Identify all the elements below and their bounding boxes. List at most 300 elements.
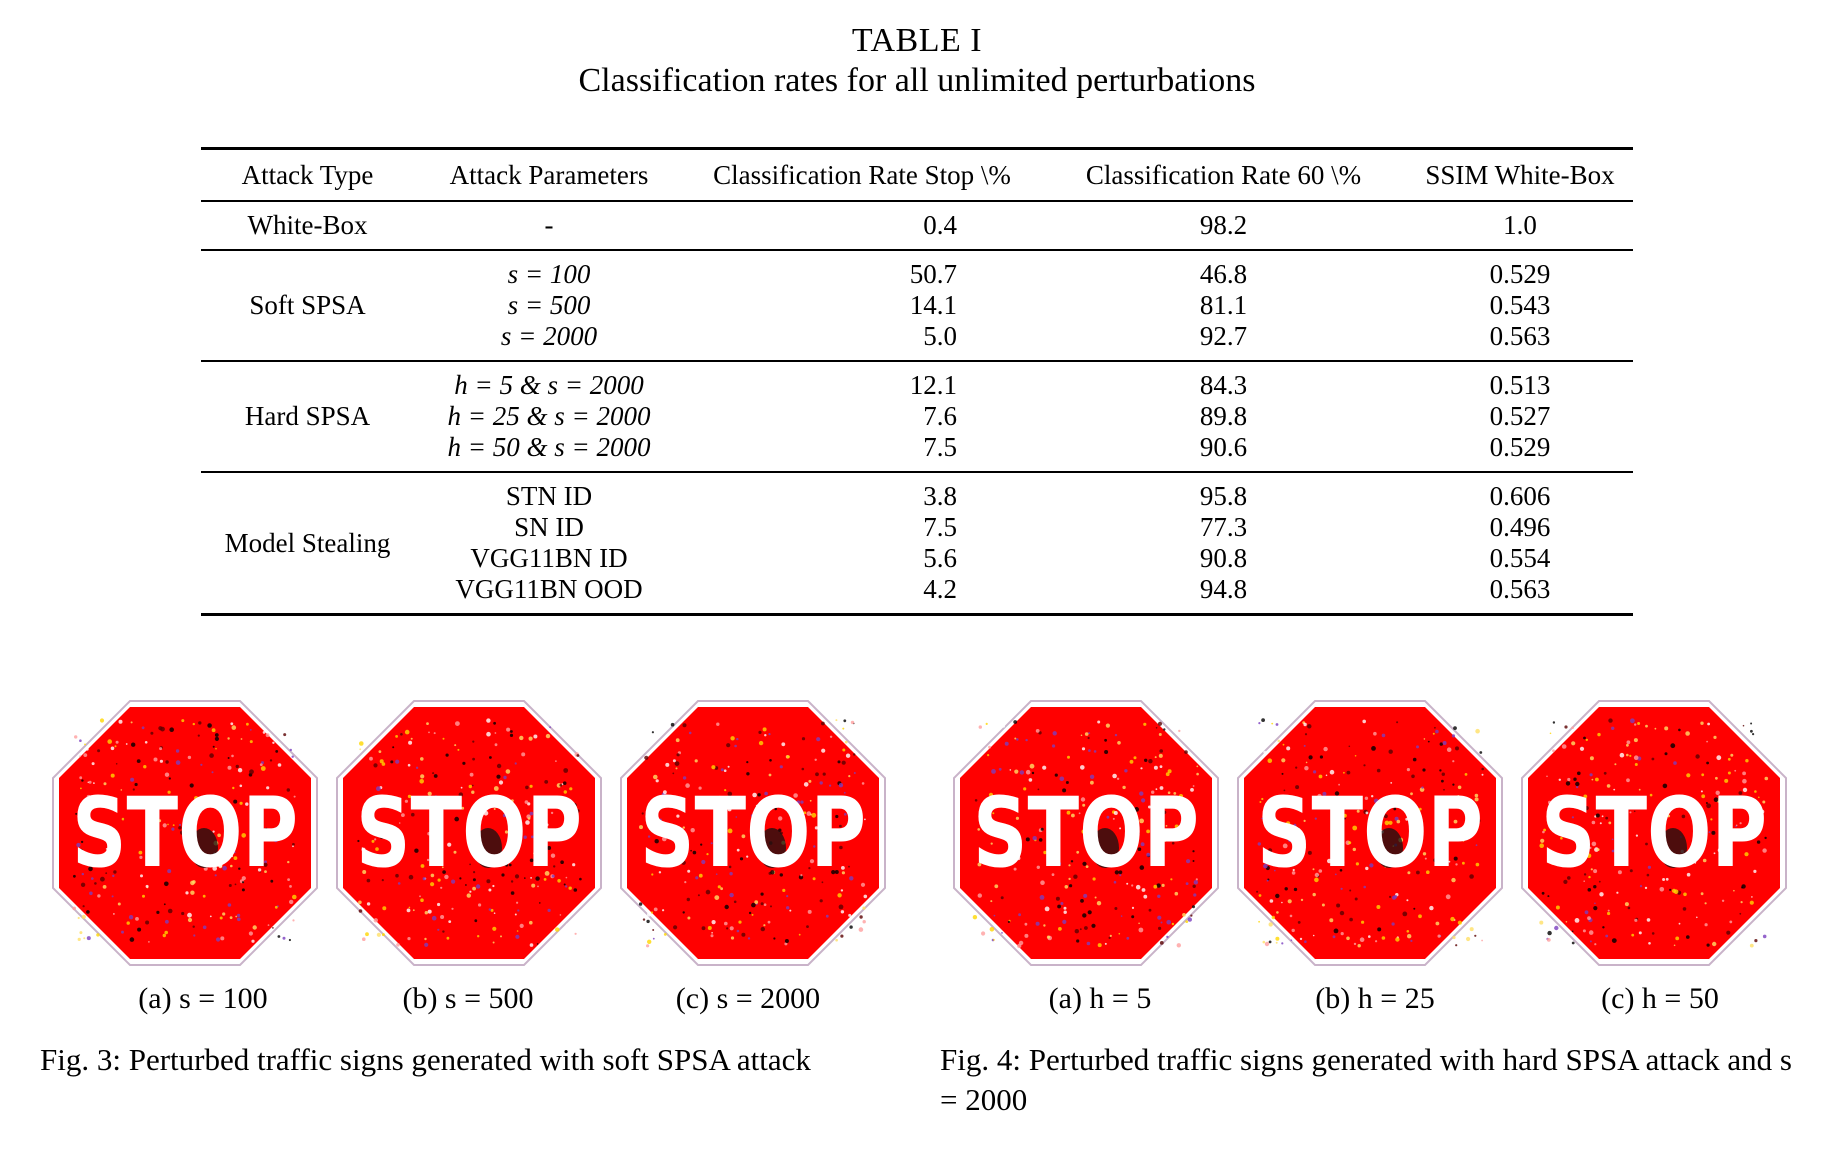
- noise-speckle: [1589, 930, 1594, 935]
- noise-speckle: [408, 741, 412, 745]
- noise-speckle: [1377, 769, 1381, 773]
- noise-speckle: [716, 723, 719, 726]
- noise-speckle: [193, 934, 195, 936]
- noise-speckle: [1474, 935, 1476, 937]
- noise-speckle: [1376, 905, 1380, 909]
- noise-speckle: [379, 750, 382, 753]
- noise-speckle: [1193, 893, 1196, 896]
- noise-speckle: [786, 895, 788, 897]
- noise-speckle: [830, 736, 832, 738]
- noise-speckle: [1158, 722, 1162, 726]
- noise-speckle: [1256, 747, 1259, 750]
- noise-speckle: [1355, 898, 1358, 901]
- noise-speckle: [1392, 922, 1395, 925]
- noise-speckle: [400, 733, 403, 736]
- noise-speckle: [1045, 907, 1050, 912]
- noise-speckle: [283, 937, 286, 940]
- noise-speckle: [821, 749, 825, 753]
- noise-speckle: [789, 910, 791, 912]
- cell-attack-parameters-text: s = 2000: [500, 321, 598, 351]
- fig4-subcaption-a: (a) h = 5: [1048, 982, 1152, 1015]
- noise-speckle: [1088, 749, 1091, 752]
- noise-speckle: [1407, 768, 1410, 771]
- noise-speckle: [1594, 903, 1596, 905]
- noise-speckle: [653, 938, 655, 940]
- noise-speckle: [82, 915, 86, 919]
- noise-speckle: [647, 913, 651, 917]
- noise-speckle: [1143, 723, 1146, 726]
- results-table: [201, 147, 1633, 616]
- sign-stop-text: STOP: [72, 777, 298, 889]
- noise-speckle: [1347, 771, 1351, 775]
- cell-rate-stop-text: 5.6: [923, 543, 957, 573]
- cell-rate-stop-text: 7.5: [923, 512, 957, 542]
- noise-speckle: [232, 725, 237, 730]
- noise-speckle: [1745, 759, 1748, 762]
- noise-speckle: [1481, 768, 1484, 771]
- noise-speckle: [1340, 911, 1344, 915]
- noise-speckle: [78, 723, 80, 725]
- results-table-container: [201, 147, 1633, 616]
- noise-speckle: [734, 901, 737, 904]
- noise-speckle: [853, 753, 855, 755]
- noise-speckle: [447, 937, 450, 940]
- noise-speckle: [1382, 734, 1386, 738]
- noise-speckle: [1750, 901, 1754, 905]
- noise-speckle: [1395, 937, 1399, 941]
- noise-speckle: [1115, 734, 1117, 736]
- noise-speckle: [1358, 944, 1361, 947]
- noise-speckle: [1138, 923, 1140, 925]
- noise-speckle: [560, 914, 562, 916]
- noise-speckle: [420, 898, 424, 902]
- noise-speckle: [382, 762, 386, 766]
- table-row: [201, 321, 1633, 361]
- cell-rate-60-text: 98.2: [1199, 210, 1248, 240]
- noise-speckle: [209, 753, 214, 758]
- noise-speckle: [1608, 910, 1610, 912]
- cell-rate-60: [1040, 201, 1407, 250]
- noise-speckle: [1466, 937, 1470, 941]
- noise-speckle: [675, 761, 680, 766]
- noise-speckle: [1634, 755, 1639, 760]
- noise-speckle: [986, 723, 988, 725]
- noise-speckle: [1301, 899, 1303, 901]
- noise-speckle: [835, 939, 838, 942]
- cell-ssim-text: 0.563: [1489, 574, 1551, 604]
- noise-speckle: [711, 934, 714, 937]
- noise-speckle: [746, 761, 748, 763]
- noise-speckle: [292, 895, 297, 900]
- noise-speckle: [1407, 934, 1411, 938]
- noise-speckle: [1547, 938, 1551, 942]
- noise-speckle: [1080, 899, 1084, 903]
- noise-speckle: [1013, 720, 1017, 724]
- noise-speckle: [1634, 723, 1636, 725]
- noise-speckle: [517, 930, 519, 932]
- noise-speckle: [676, 767, 678, 769]
- noise-speckle: [489, 756, 492, 759]
- noise-speckle: [979, 725, 982, 728]
- noise-speckle: [1435, 730, 1439, 734]
- noise-speckle: [1479, 751, 1482, 754]
- noise-speckle: [159, 747, 162, 750]
- noise-speckle: [761, 927, 765, 931]
- noise-speckle: [563, 768, 568, 773]
- noise-speckle: [1443, 741, 1447, 745]
- stop-sign-icon: [1237, 700, 1503, 966]
- noise-speckle: [213, 746, 215, 748]
- noise-speckle: [1705, 923, 1708, 926]
- noise-speckle: [1005, 742, 1009, 746]
- noise-speckle: [835, 719, 837, 721]
- noise-speckle: [1177, 943, 1181, 947]
- noise-speckle: [990, 900, 992, 902]
- noise-speckle: [165, 760, 168, 763]
- noise-speckle: [187, 913, 192, 918]
- noise-speckle: [1121, 915, 1123, 917]
- noise-speckle: [1678, 729, 1681, 732]
- noise-speckle: [838, 760, 841, 763]
- noise-speckle: [1307, 724, 1311, 728]
- noise-speckle: [1343, 772, 1345, 774]
- cell-attack-parameters: [414, 432, 684, 472]
- noise-speckle: [852, 941, 854, 943]
- noise-speckle: [768, 733, 770, 735]
- noise-speckle: [1282, 773, 1284, 775]
- noise-speckle: [1626, 754, 1629, 757]
- noise-speckle: [442, 930, 444, 932]
- noise-speckle: [1196, 766, 1198, 768]
- cell-ssim: [1407, 361, 1633, 401]
- noise-speckle: [994, 915, 996, 917]
- noise-speckle: [1355, 755, 1357, 757]
- noise-speckle: [1091, 924, 1095, 928]
- noise-speckle: [1542, 892, 1545, 895]
- noise-speckle: [83, 721, 87, 725]
- noise-speckle: [115, 745, 117, 747]
- noise-speckle: [575, 933, 577, 935]
- noise-speckle: [840, 935, 843, 938]
- noise-speckle: [1159, 749, 1163, 753]
- noise-speckle: [237, 918, 241, 922]
- cell-rate-stop: [684, 321, 1040, 361]
- noise-speckle: [1024, 934, 1028, 938]
- table-row: [201, 290, 1633, 321]
- sign-stop-text: STOP: [640, 777, 866, 889]
- noise-speckle: [1396, 721, 1398, 723]
- noise-speckle: [176, 749, 179, 752]
- header-attack-type: Attack Type: [201, 149, 414, 202]
- noise-speckle: [577, 754, 580, 757]
- noise-speckle: [486, 718, 490, 722]
- noise-speckle: [1674, 889, 1679, 894]
- noise-speckle: [786, 906, 789, 909]
- noise-speckle: [676, 738, 680, 742]
- noise-speckle: [1679, 923, 1681, 925]
- cell-attack-type: Model Stealing: [224, 527, 391, 558]
- noise-speckle: [671, 723, 675, 727]
- noise-speckle: [1292, 929, 1295, 932]
- noise-speckle: [1149, 909, 1152, 912]
- cell-ssim: [1407, 201, 1633, 250]
- noise-speckle: [373, 763, 377, 767]
- noise-speckle: [516, 902, 518, 904]
- noise-speckle: [148, 941, 150, 943]
- noise-speckle: [521, 752, 525, 756]
- noise-speckle: [1130, 760, 1134, 764]
- noise-speckle: [846, 754, 850, 758]
- noise-speckle: [275, 906, 278, 909]
- cell-rate-60-text: 84.3: [1199, 370, 1248, 400]
- noise-speckle: [1571, 726, 1574, 729]
- noise-speckle: [1611, 727, 1614, 730]
- noise-speckle: [359, 748, 361, 750]
- noise-speckle: [1750, 944, 1754, 948]
- cell-ssim-text: 0.529: [1489, 432, 1551, 462]
- noise-speckle: [1175, 892, 1179, 896]
- noise-speckle: [991, 769, 996, 774]
- noise-speckle: [1323, 747, 1327, 751]
- noise-speckle: [1616, 892, 1618, 894]
- noise-speckle: [1008, 921, 1010, 923]
- noise-speckle: [763, 924, 765, 926]
- sign-stop-text: STOP: [1257, 777, 1483, 889]
- noise-speckle: [278, 763, 282, 767]
- noise-speckle: [1064, 907, 1067, 910]
- noise-speckle: [207, 723, 212, 728]
- noise-speckle: [993, 939, 995, 941]
- noise-speckle: [515, 762, 517, 764]
- cell-rate-60: [1040, 543, 1407, 574]
- noise-speckle: [78, 938, 81, 941]
- noise-speckle: [1300, 938, 1302, 940]
- noise-speckle: [782, 889, 785, 892]
- cell-rate-stop-text: 5.0: [923, 321, 957, 351]
- noise-speckle: [250, 740, 253, 743]
- noise-speckle: [1685, 731, 1690, 736]
- cell-attack-parameters-text: h = 50 & s = 2000: [447, 432, 651, 462]
- noise-speckle: [1067, 756, 1070, 759]
- noise-speckle: [781, 742, 785, 746]
- cell-attack-type: Hard SPSA: [244, 401, 371, 431]
- noise-speckle: [143, 765, 146, 768]
- noise-speckle: [212, 771, 214, 773]
- noise-speckle: [1185, 920, 1188, 923]
- cell-attack-parameters: [414, 290, 684, 321]
- noise-speckle: [1442, 773, 1445, 776]
- noise-speckle: [533, 735, 537, 739]
- noise-speckle: [1313, 935, 1315, 937]
- noise-speckle: [773, 937, 775, 939]
- noise-speckle: [1475, 729, 1480, 734]
- noise-speckle: [413, 909, 415, 911]
- noise-speckle: [1313, 770, 1316, 773]
- noise-speckle: [1322, 904, 1325, 907]
- table-row: [201, 472, 1633, 512]
- noise-speckle: [396, 943, 400, 947]
- noise-speckle: [1675, 937, 1679, 941]
- noise-speckle: [987, 754, 989, 756]
- noise-speckle: [652, 731, 654, 733]
- noise-speckle: [198, 721, 201, 724]
- noise-speckle: [1281, 942, 1283, 944]
- noise-speckle: [1040, 895, 1045, 900]
- noise-speckle: [1605, 935, 1608, 938]
- noise-speckle: [1453, 726, 1457, 730]
- noise-speckle: [1434, 727, 1436, 729]
- noise-speckle: [851, 721, 854, 724]
- noise-speckle: [467, 893, 471, 897]
- noise-speckle: [249, 931, 253, 935]
- noise-speckle: [864, 895, 868, 899]
- noise-speckle: [419, 895, 421, 897]
- noise-speckle: [407, 909, 411, 913]
- noise-speckle: [367, 902, 370, 905]
- noise-speckle: [1160, 765, 1163, 768]
- noise-speckle: [721, 768, 724, 771]
- noise-speckle: [1597, 733, 1600, 736]
- noise-speckle: [165, 920, 169, 924]
- noise-speckle: [168, 909, 173, 914]
- noise-speckle: [1082, 747, 1085, 750]
- noise-speckle: [246, 723, 249, 726]
- cell-rate-stop-text: 4.2: [923, 574, 957, 604]
- cell-attack-parameters: [414, 201, 684, 250]
- noise-speckle: [1552, 749, 1555, 752]
- cell-rate-60-text: 95.8: [1199, 481, 1248, 511]
- noise-speckle: [84, 744, 86, 746]
- cell-rate-60-text: 77.3: [1199, 512, 1248, 542]
- noise-speckle: [1001, 932, 1003, 934]
- noise-speckle: [859, 927, 864, 932]
- noise-speckle: [1192, 905, 1195, 908]
- noise-speckle: [494, 912, 496, 914]
- noise-speckle: [472, 758, 475, 761]
- noise-speckle: [163, 934, 166, 937]
- noise-speckle: [158, 726, 162, 730]
- cell-ssim: [1407, 543, 1633, 574]
- noise-speckle: [1373, 732, 1377, 736]
- noise-speckle: [566, 924, 568, 926]
- noise-speckle: [1683, 893, 1687, 897]
- noise-speckle: [145, 921, 149, 925]
- noise-speckle: [241, 738, 243, 740]
- noise-speckle: [1047, 936, 1050, 939]
- noise-speckle: [1080, 928, 1082, 930]
- stop-sign-icon: [336, 700, 602, 966]
- noise-speckle: [785, 939, 789, 943]
- noise-speckle: [1465, 773, 1468, 776]
- noise-speckle: [1716, 755, 1721, 760]
- cell-rate-60-text: 90.6: [1199, 432, 1248, 462]
- noise-speckle: [1155, 756, 1157, 758]
- noise-speckle: [1547, 931, 1551, 935]
- noise-speckle: [761, 893, 764, 896]
- noise-speckle: [97, 894, 100, 897]
- noise-speckle: [222, 912, 225, 915]
- noise-speckle: [1562, 744, 1567, 749]
- noise-speckle: [1566, 921, 1568, 923]
- noise-speckle: [89, 892, 93, 896]
- noise-speckle: [1158, 927, 1161, 930]
- cell-rate-60: [1040, 574, 1407, 615]
- noise-speckle: [1458, 921, 1462, 925]
- noise-speckle: [176, 760, 181, 765]
- noise-speckle: [426, 722, 429, 725]
- noise-speckle: [1016, 738, 1019, 741]
- fig3-stop-sign-image-b: [336, 700, 602, 966]
- noise-speckle: [741, 933, 745, 937]
- noise-speckle: [268, 924, 270, 926]
- cell-rate-60-text: 90.8: [1199, 543, 1248, 573]
- noise-speckle: [1547, 895, 1549, 897]
- noise-speckle: [1083, 894, 1087, 898]
- noise-speckle: [83, 905, 85, 907]
- noise-speckle: [131, 721, 133, 723]
- noise-speckle: [746, 772, 749, 775]
- noise-speckle: [1733, 890, 1735, 892]
- noise-speckle: [434, 732, 436, 734]
- noise-speckle: [763, 727, 767, 731]
- noise-speckle: [1571, 741, 1575, 745]
- noise-speckle: [1438, 935, 1441, 938]
- noise-speckle: [759, 741, 763, 745]
- noise-speckle: [1630, 718, 1635, 723]
- noise-speckle: [1577, 772, 1581, 776]
- noise-speckle: [437, 929, 439, 931]
- noise-speckle: [1407, 930, 1410, 933]
- noise-speckle: [1734, 770, 1736, 772]
- noise-speckle: [1608, 718, 1612, 722]
- noise-speckle: [1036, 729, 1040, 733]
- noise-speckle: [843, 719, 846, 722]
- noise-speckle: [862, 907, 865, 910]
- noise-speckle: [712, 920, 716, 924]
- noise-speckle: [83, 937, 85, 939]
- noise-speckle: [1306, 762, 1308, 764]
- cell-attack-parameters-text: VGG11BN ID: [470, 543, 628, 573]
- noise-speckle: [1017, 944, 1021, 948]
- fig4-subcaption-b: (b) h = 25: [1315, 982, 1435, 1015]
- noise-speckle: [1126, 937, 1129, 940]
- noise-speckle: [1184, 750, 1188, 754]
- noise-speckle: [1097, 721, 1100, 724]
- noise-speckle: [654, 908, 658, 912]
- noise-speckle: [116, 763, 118, 765]
- noise-speckle: [424, 938, 426, 940]
- noise-speckle: [519, 736, 523, 740]
- fig4-stop-sign-image-c: [1521, 700, 1787, 966]
- noise-speckle: [451, 908, 453, 910]
- sign-stop-text: STOP: [973, 777, 1199, 889]
- noise-speckle: [405, 730, 410, 735]
- noise-speckle: [639, 902, 642, 905]
- noise-speckle: [1607, 912, 1610, 915]
- header-ssim-white-box: SSIM White-Box: [1407, 149, 1633, 202]
- noise-speckle: [677, 753, 680, 756]
- noise-speckle: [751, 903, 756, 908]
- noise-speckle: [129, 915, 133, 919]
- table-row: [201, 574, 1633, 615]
- noise-speckle: [1159, 754, 1163, 758]
- noise-speckle: [1648, 942, 1651, 945]
- noise-speckle: [1269, 941, 1272, 944]
- noise-speckle: [1645, 725, 1648, 728]
- noise-speckle: [457, 749, 459, 751]
- noise-speckle: [706, 890, 711, 895]
- noise-speckle: [506, 728, 510, 732]
